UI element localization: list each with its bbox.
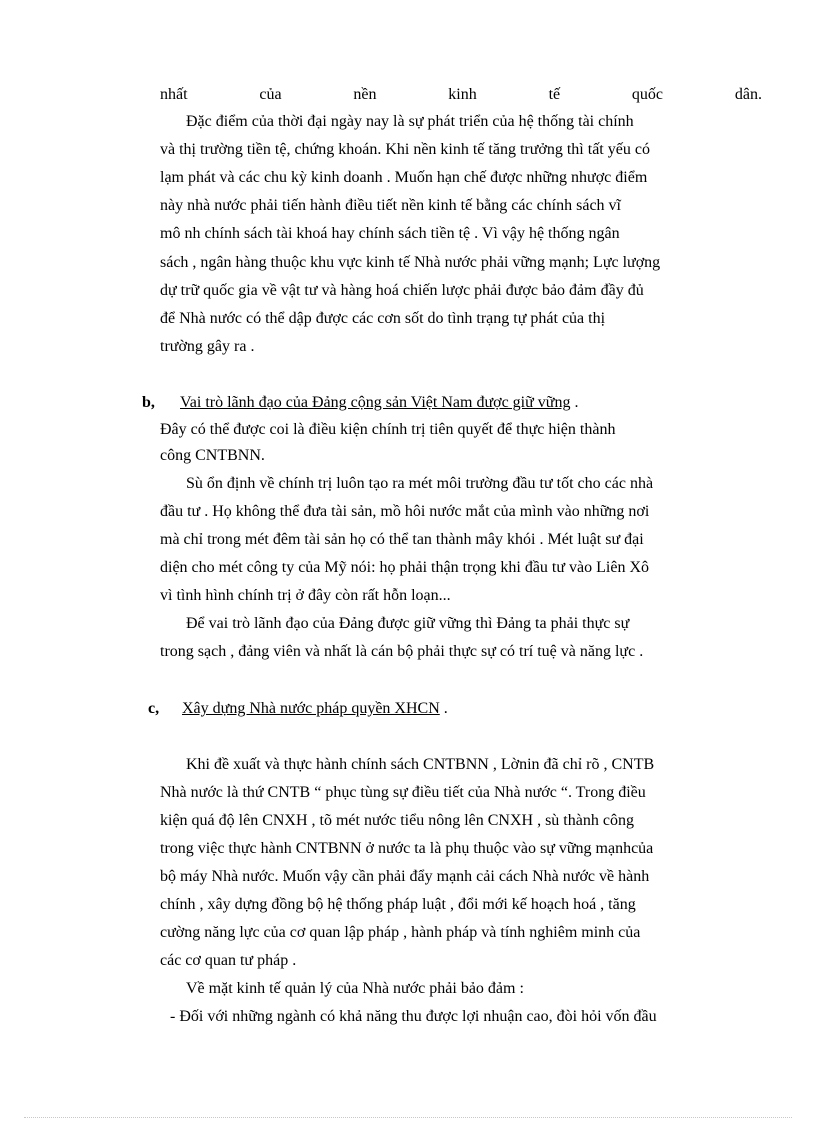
heading-tail: . (439, 700, 448, 717)
text-line: và thị trường tiền tệ, chứng khoán. Khi nền kinh tế tăng trưởng thì tất yếu có (160, 141, 650, 158)
text-line: dự trữ quốc gia về vật tư và hàng hoá chiến lược phải được bảo đảm đầy đủ (160, 282, 644, 299)
word: tế (548, 86, 561, 103)
text-line: Khi đề xuất và thực hành chính sách CNTBNN , Lờnin đã chỉ rõ , CNTB (186, 756, 655, 773)
text-line: Nhà nước là thứ CNTB “ phục tùng sự điều tiết của Nhà nước “. Trong điều (160, 784, 646, 801)
heading-tail: . (570, 394, 579, 411)
text-line: cường năng lực của cơ quan lập pháp , hành pháp và tính nghiêm minh của (160, 924, 641, 941)
text-line: kiện quá độ lên CNXH , tõ mét nước tiểu nông lên CNXH , sù thành công (160, 812, 634, 829)
text-line: sách , ngân hàng thuộc khu vực kinh tế Nhà nước phải vững mạnh; Lực lượng (160, 254, 661, 271)
text-line: bộ máy Nhà nước. Muốn vậy cần phải đẩy mạnh cải cách Nhà nước về hành (160, 868, 650, 885)
section-c-heading-line (182, 699, 448, 719)
word: kinh (448, 86, 477, 103)
text-line: công CNTBNN. (160, 447, 265, 464)
text-line: trong việc thực hành CNTBNN ở nước ta là phụ thuộc vào sự vững mạnhcủa (160, 840, 654, 857)
word: nhất (160, 86, 188, 103)
text-line: chính , xây dựng đồng bộ hệ thống pháp luật , đổi mới kế hoạch hoá , tăng (160, 896, 636, 913)
para1-line-0 (160, 85, 762, 105)
word: của (259, 86, 282, 103)
word: dân. (734, 86, 762, 103)
section-c-label: c, (148, 700, 160, 717)
text-line: Sù ổn định về chính trị luôn tạo ra mét môi trường đầu tư tốt cho các nhà (186, 475, 654, 492)
text-line: Đây có thể được coi là điều kiện chính trị tiên quyết để thực hiện thành (160, 421, 616, 438)
text-line: Đặc điểm của thời đại ngày nay là sự phát triển của hệ thống tài chính (186, 113, 634, 130)
text-line: này nhà nước phải tiến hành điều tiết nền kinh tế bằng các chính sách vĩ (160, 197, 621, 214)
section-b-heading-line (180, 393, 578, 413)
text-line: lạm phát và các chu kỳ kinh doanh . Muốn hạn chế được những nhược điểm (160, 169, 648, 186)
page-bottom-divider (24, 1117, 792, 1118)
word: quốc (631, 86, 664, 103)
text-line: diện cho mét công ty của Mỹ nói: họ phải thận trọng khi đầu tư vào Liên Xô (160, 559, 650, 576)
text-line: trong sạch , đảng viên và nhất là cán bộ phải thực sự có trí tuệ và năng lực . (160, 643, 644, 660)
text-line: - Đối với những ngành có khả năng thu được lợi nhuận cao, đòi hỏi vốn đầu (170, 1008, 657, 1025)
text-line: đầu tư . Họ không thể đưa tài sản, mồ hôi nước mắt của mình vào những nơi (160, 503, 650, 520)
text-line: trường gây ra . (160, 338, 255, 355)
section-b-label: b, (142, 394, 155, 411)
text-line: để Nhà nước có thể dập được các cơn sốt do tình trạng tự phát của thị (160, 310, 606, 327)
word: nền (353, 86, 377, 103)
text-line: vì tình hình chính trị ở đây còn rất hỗn loạn... (160, 587, 451, 604)
text-line: Về mặt kinh tế quản lý của Nhà nước phải bảo đảm : (186, 980, 524, 997)
text-line: mà chỉ trong mét đêm tài sản họ có thể tan thành mây khói . Mét luật sư đại (160, 531, 644, 548)
text-line: Để vai trò lãnh đạo của Đảng được giữ vững thì Đảng ta phải thực sự (186, 615, 630, 632)
section-b-heading: Vai trò lãnh đạo của Đảng cộng sản Việt Nam được giữ vững (180, 394, 571, 411)
section-c-heading: Xây dựng Nhà nước pháp quyền XHCN (182, 700, 440, 717)
text-line: các cơ quan tư pháp . (160, 952, 297, 969)
text-line: mô nh chính sách tài khoá hay chính sách tiền tệ . Vì vậy hệ thống ngân (160, 225, 620, 242)
